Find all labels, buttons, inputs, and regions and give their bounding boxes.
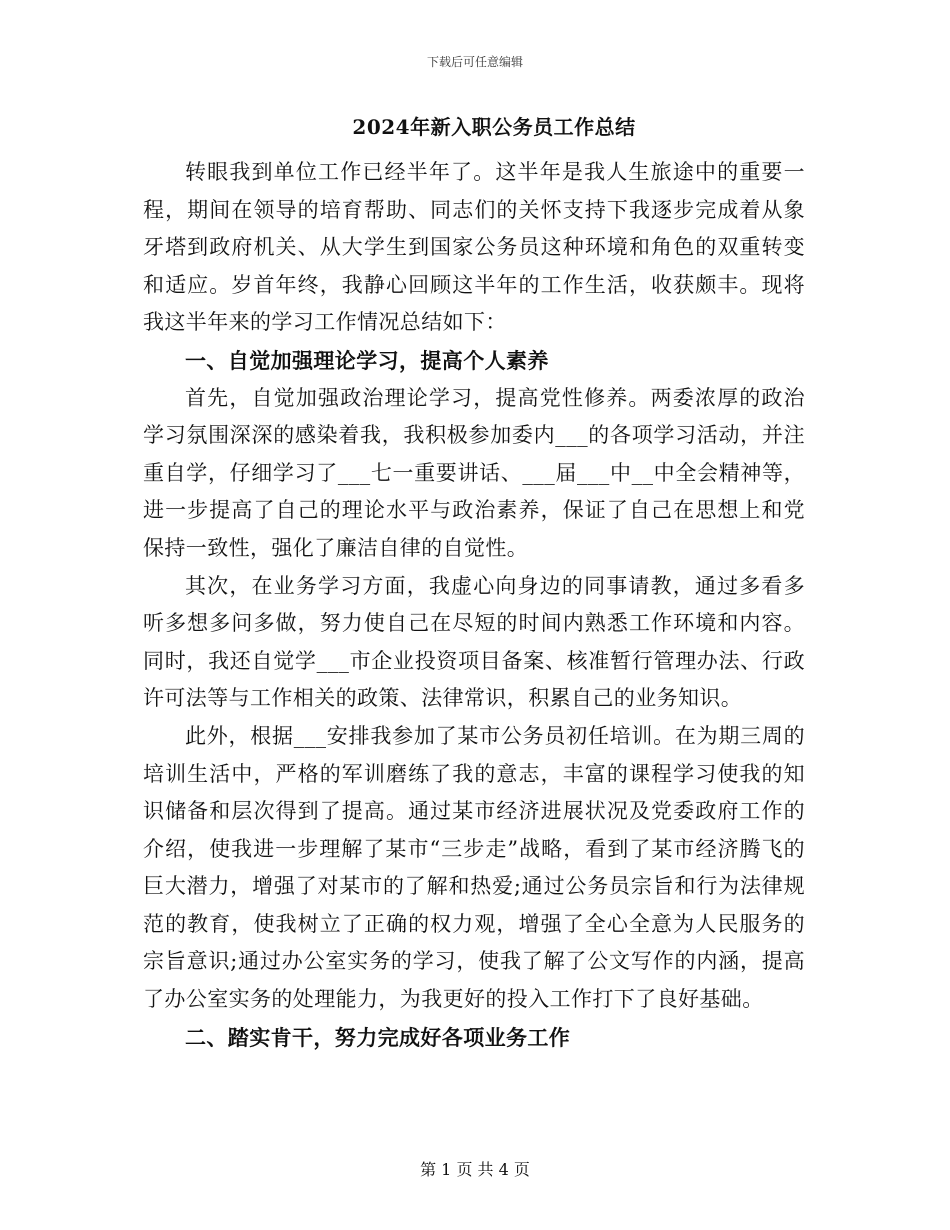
paragraph-2: 其次，在业务学习方面，我虚心向身边的同事请教，通过多看多听多想多问多做，努力使自己在尽短的时间内熟悉工作环境和内容。同时，我还自觉学___市企业投资项目备案、核准暂行管理办法、行政许可法等与工作相关的政策、法律常识，积累自己的业务知识。 [143,573,805,711]
paragraph-3: 此外，根据___安排我参加了某市公务员初任培训。在为期三周的培训生活中，严格的军训磨练了我的意志，丰富的课程学习使我的知识储备和层次得到了提高。通过某市经济进展状况及党委政府工作的介绍，使我进一步理解了某市“三步走”战略，看到了某市经济腾飞的巨大潜力，增强了对某市的了解和热爱;通过公务员宗旨和行为法律规范的教育，使我树立了正确的权力观，增强了全心全意为人民服务的宗旨意识;通过办公室实务的学习，使我了解了公文写作的内涵，提高了办公室实务的处理能力，为我更好的投入工作打下了良好基础。 [143,723,805,1012]
paragraph-1: 首先，自觉加强政治理论学习，提高党性修养。两委浓厚的政治学习氛围深深的感染着我，我积极参加委内___的各项学习活动，并注重自学，仔细学习了___七一重要讲话、___届___中__中全会精神等，进一步提高了自己的理论水平与政治素养，保证了自己在思想上和党保持一致性，强化了廉洁自律的自觉性。 [143,385,805,560]
header-note: 下载后可任意编辑 [426,55,523,69]
page-footer: 第 1 页 共 4 页 [420,1160,530,1179]
document-title: 2024年新入职公务员工作总结 [352,115,636,139]
document-body [143,108,805,1056]
section-heading-1: 一、自觉加强理论学习，提高个人素养 [185,347,549,373]
section-heading-2: 二、踏实肯干，努力完成好各项业务工作 [185,1024,571,1050]
intro-paragraph: 转眼我到单位工作已经半年了。这半年是我人生旅途中的重要一程，期间在领导的培育帮助、同志们的关怀支持下我逐步完成着从象牙塔到政府机关、从大学生到国家公务员这种环境和角色的双重转变和适应。岁首年终，我静心回顾这半年的工作生活，收获颇丰。现将我这半年来的学习工作情况总结如下： [143,160,805,335]
